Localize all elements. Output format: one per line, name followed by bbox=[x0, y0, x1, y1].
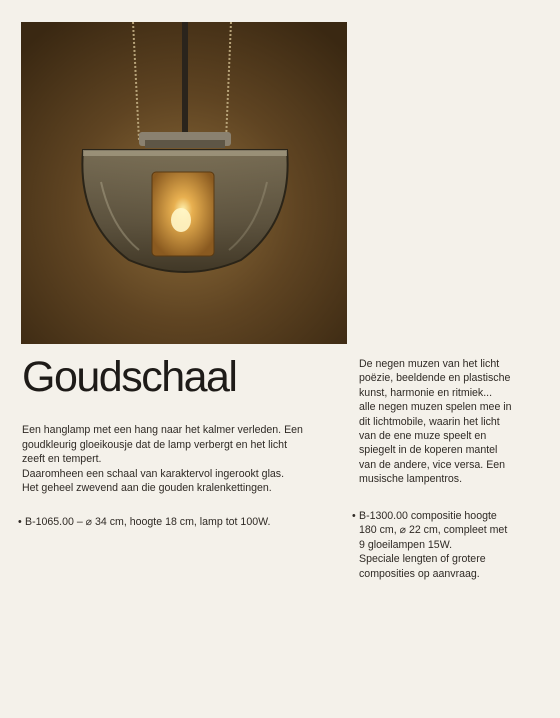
text-line: Het geheel zwevend aan die gouden kralenkettingen. bbox=[22, 482, 272, 495]
spec-text: composities op aanvraag. bbox=[359, 567, 480, 580]
bullet-mark: • bbox=[18, 516, 22, 528]
left-description bbox=[22, 423, 342, 496]
right-description bbox=[359, 357, 549, 487]
text-line: spiegelt in de koperen mantel bbox=[359, 444, 498, 457]
spec-text: Speciale lengten of grotere bbox=[359, 553, 486, 566]
page-title: Goudschaal bbox=[22, 353, 237, 401]
spec-line bbox=[352, 509, 552, 523]
text-line: van de ene muze speelt en bbox=[359, 430, 487, 443]
text-line: poëzie, beeldende en plastische bbox=[359, 372, 511, 385]
lamp-illustration bbox=[21, 22, 347, 344]
spec-text: 9 gloeilampen 15W. bbox=[359, 538, 453, 551]
text-line: zeeft en tempert. bbox=[22, 453, 102, 466]
text-line: Daaromheen een schaal van karaktervol ingerookt glas. bbox=[22, 467, 285, 480]
spec-text: B-1065.00 – ⌀ 34 cm, hoogte 18 cm, lamp tot 100W. bbox=[25, 516, 271, 528]
text-line: Een hanglamp met een hang naar het kalmer verleden. Een bbox=[22, 424, 303, 436]
text-line: musische lampentros. bbox=[359, 473, 463, 486]
right-spec bbox=[352, 509, 552, 581]
bullet-mark: • bbox=[352, 510, 356, 522]
text-line: dit lichtmobile, waarin het licht bbox=[359, 415, 500, 428]
lamp-photo bbox=[21, 22, 347, 344]
spec-text: B-1300.00 compositie hoogte bbox=[359, 510, 497, 522]
spec-line bbox=[352, 567, 552, 581]
spec-line bbox=[352, 523, 552, 537]
left-spec bbox=[18, 515, 348, 529]
text-line: van de andere, vice versa. Een bbox=[359, 458, 506, 471]
text-line: De negen muzen van het licht bbox=[359, 358, 500, 370]
text-line: kunst, harmonie en ritmiek... bbox=[359, 386, 493, 399]
text-line: goudkleurig gloeikousje dat de lamp verbergt en het licht bbox=[22, 438, 288, 451]
text-line: alle negen muzen spelen mee in bbox=[359, 401, 512, 414]
spec-text: 180 cm, ⌀ 22 cm, compleet met bbox=[359, 524, 508, 537]
spec-line bbox=[352, 552, 552, 566]
spec-line bbox=[352, 538, 552, 552]
